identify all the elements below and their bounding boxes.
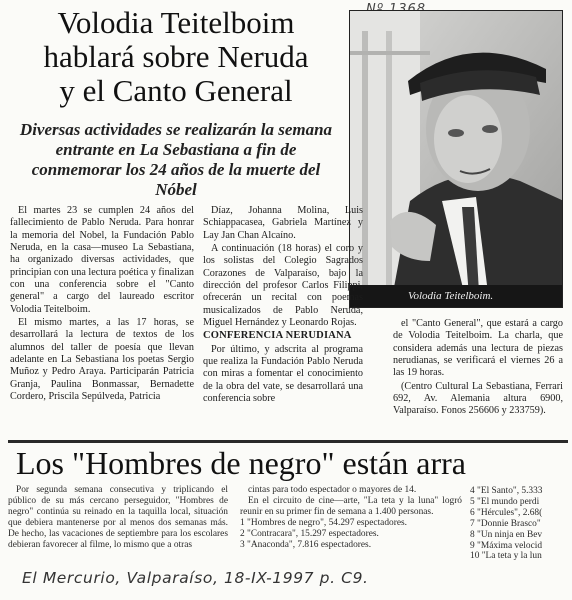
paragraph: cintas para todo espectador o mayores de 14. bbox=[248, 485, 417, 495]
ranking-item: 5 "El mundo perdi bbox=[470, 496, 540, 507]
second-article-headline: Los "Hombres de negro" están arra bbox=[16, 445, 466, 481]
portrait-photo bbox=[349, 10, 563, 308]
paragraph: En el circuito de cine—arte, "La teta y la luna" logró reunir en su primer fin de semana a 1.400 personas. bbox=[240, 495, 462, 517]
paragraph: A continuación (18 horas) el coro y los solistas del Colegio Sagrados Corazones de Valparaíso, bajo la dirección del profesor Carlos Filippi, ofrecerán un recital con poemas musicalizados de Pablo Neruda, Miguel Hernández y Leonardo Rojas. bbox=[203, 243, 363, 329]
headline-line-2: hablará sobre Neruda bbox=[43, 39, 309, 74]
ranking-item: 4 "El Santo", 5.333 bbox=[470, 486, 543, 496]
portrait-illustration bbox=[350, 11, 563, 308]
article-column-2 bbox=[203, 205, 363, 407]
second-article-column-2 bbox=[240, 485, 462, 550]
paragraph: Por último, y adscrita al programa que realiza la Fundación Pablo Neruda con miras a fomentar el conocimiento de la obra del vate, se desarrollará una conferencia sobre bbox=[203, 343, 363, 405]
section-heading: CONFERENCIA NERUDIANA bbox=[203, 330, 352, 342]
ranking-item: 1 "Hombres de negro", 54.297 espectadores. bbox=[240, 517, 407, 528]
second-article-column-3 bbox=[470, 486, 572, 562]
photo-caption: Volodia Teitelboim. bbox=[350, 285, 562, 307]
headline-line-1: Volodia Teitelboim bbox=[57, 5, 295, 40]
ranking-item: 10 "La teta y la lun bbox=[470, 551, 542, 562]
headline-line-3: y el Canto General bbox=[59, 73, 293, 108]
second-article-column-1 bbox=[8, 485, 228, 550]
paragraph: El martes 23 se cumplen 24 años del fallecimiento de Pablo Neruda. Para honrar la memoria del Nobel, la Fundación Pablo Neruda, en la casa—museo La Sebastiana, ha organizado diversas actividades, que principian con una lectura poética y finalizan con una conferencia sobre el "Canto general" a cargo del laureado escritor Volodia Teitelboim. bbox=[10, 205, 194, 315]
paragraph: El mismo martes, a las 17 horas, se desarrollará la lectura de textos de los alumnos del taller de poesía que llevan adelante en La Sebastiana los poetas Sergio Muñoz y Pedro Araya. Participarán Patricia Granja, Paulina Bonmassar, Bernadette Cordero, Priscila Sepúlveda, Patricia bbox=[10, 317, 194, 403]
paragraph: Por segunda semana consecutiva y triplicando el público de su más cercano perseguidor, "Hombres de negro" continúa su reinado en la taquilla local, situación que debiera mantenerse por al menos dos semanas más. De hecho, las vacaciones de septiembre para los escolares debieran favorecer al filme, lo mismo que a otras bbox=[8, 485, 228, 550]
paragraph: (Centro Cultural La Sebastiana, Ferrari 692, Av. Alemania altura 6900, Valparaíso. Fonos 256606 y 233759). bbox=[393, 380, 563, 417]
paragraph: Díaz, Johanna Molina, Luis Schiappacasea, Gabriela Martínez y Lay Jan Chan Alcaíno. bbox=[203, 205, 363, 241]
ranking-item: 8 "Un ninja en Bev bbox=[470, 529, 543, 540]
paragraph: el "Canto General", que estará a cargo de Volodia Teitelboim. La charla, que considera además una lectura de piezas nerudianas, se verificará el viernes 26 a las 19 horas. bbox=[393, 318, 563, 379]
ranking-item: 2 "Contracara", 15.297 espectadores. bbox=[240, 528, 379, 539]
article-subhead: Diversas actividades se realizarán la semana entrante en La Sebastiana a fin de conmemorar los 24 años de la muerte del Nóbel bbox=[19, 120, 333, 199]
ranking-item: 3 "Anaconda", 7.816 espectadores. bbox=[240, 539, 372, 550]
ranking-item: 7 "Donnie Brasco" bbox=[470, 518, 541, 529]
ranking-item: 6 "Hércules", 2.68( bbox=[470, 507, 543, 518]
article-column-3 bbox=[393, 318, 563, 419]
ranking-item: 9 "Máxima velocid bbox=[470, 540, 543, 551]
source-annotation: El Mercurio, Valparaíso, 18-IX-1997 p. C9. bbox=[22, 569, 369, 587]
article-headline bbox=[10, 6, 342, 108]
article-column-1 bbox=[10, 205, 194, 405]
